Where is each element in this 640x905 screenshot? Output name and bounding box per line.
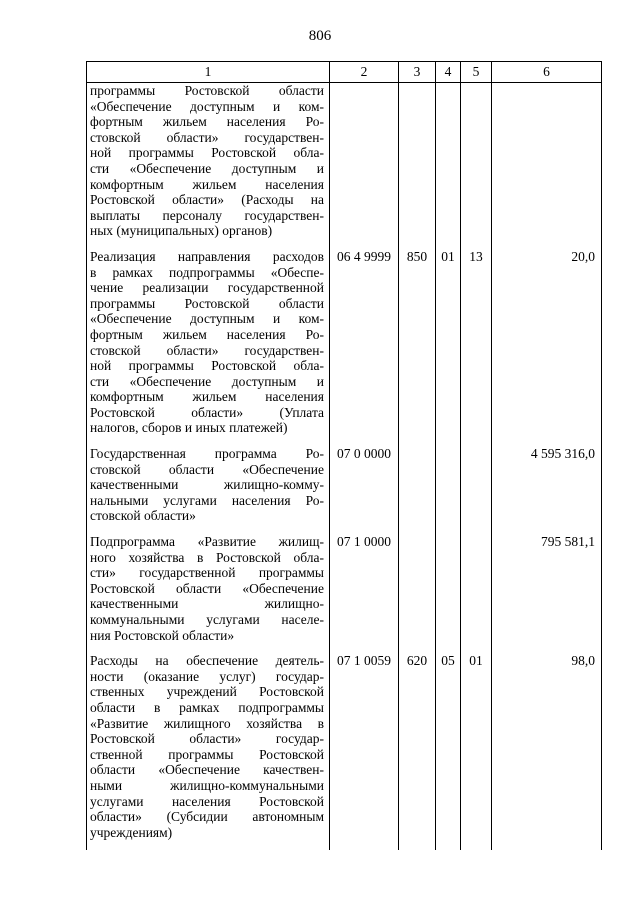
description-line: Подпрограмма «Развитие жилищ- <box>90 534 324 550</box>
description-line: программы Ростовской области <box>90 295 324 311</box>
target-article-code: 06 4 9999 <box>330 249 399 446</box>
row-description <box>87 83 330 249</box>
description-line: стовской области» государствен- <box>90 342 324 358</box>
description-line: Ростовской области» (Расходы на <box>90 192 324 208</box>
table-row <box>87 653 602 850</box>
section-code <box>436 446 461 534</box>
target-article-code: 07 1 0000 <box>330 534 399 653</box>
description-line: области» (Субсидии автономным <box>90 809 324 825</box>
description-line: налогов, сборов и иных платежей) <box>90 420 288 436</box>
description-line: Государственная программа Ро- <box>90 446 324 462</box>
header-row <box>87 62 602 83</box>
description-line: фортным жильем населения Ро- <box>90 114 324 130</box>
description-line: ного хозяйства в Ростовской обла- <box>90 549 324 565</box>
row-description <box>87 249 330 446</box>
expense-type-code: 620 <box>399 653 436 850</box>
description-line: стовской области» государствен- <box>90 129 324 145</box>
table-row <box>87 249 602 446</box>
description-line: нальными услугами населения Ро- <box>90 492 324 508</box>
row-description <box>87 653 330 850</box>
target-article-code: 07 1 0059 <box>330 653 399 850</box>
column-header-6: 6 <box>492 62 602 83</box>
description-line: Расходы на обеспечение деятель- <box>90 653 324 669</box>
description-line: программы Ростовской области <box>90 83 324 98</box>
description-line: качественными жилищно- <box>90 596 324 612</box>
description-line: Ростовской области «Обеспечение <box>90 580 324 596</box>
column-header-2: 2 <box>330 62 399 83</box>
amount: 795 581,1 <box>492 534 602 653</box>
section-code: 05 <box>436 653 461 850</box>
target-article-code: 07 0 0000 <box>330 446 399 534</box>
table-row <box>87 534 602 653</box>
description-line: выплаты персоналу государствен- <box>90 207 324 223</box>
subsection-code <box>461 83 492 249</box>
expense-type-code <box>399 83 436 249</box>
column-header-3: 3 <box>399 62 436 83</box>
description-line: комфортным жильем населения <box>90 389 324 405</box>
table-row <box>87 446 602 534</box>
description-line: стовской области «Обеспечение <box>90 461 324 477</box>
column-header-4: 4 <box>436 62 461 83</box>
description-line: комфортным жильем населения <box>90 176 324 192</box>
description-line: ственных учреждений Ростовской <box>90 684 324 700</box>
description-line: Реализация направления расходов <box>90 248 324 264</box>
subsection-code <box>461 534 492 653</box>
section-code <box>436 83 461 249</box>
description-line: области в рамках подпрограммы <box>90 699 324 715</box>
amount: 98,0 <box>492 653 602 850</box>
page-number: 806 <box>308 28 332 44</box>
amount: 4 595 316,0 <box>492 446 602 534</box>
description-line: ности (оказание услуг) государ- <box>90 668 324 684</box>
section-code: 01 <box>436 249 461 446</box>
table-row <box>87 83 602 249</box>
target-article-code <box>330 83 399 249</box>
description-line: фортным жильем населения Ро- <box>90 326 324 342</box>
row-description <box>87 534 330 653</box>
description-line: качественными жилищно-комму- <box>90 477 324 493</box>
description-line: ных (муниципальных) органов) <box>90 223 273 239</box>
subsection-code <box>461 446 492 534</box>
section-code <box>436 534 461 653</box>
description-line: ной программы Ростовской обла- <box>90 145 324 161</box>
budget-table <box>86 61 602 850</box>
subsection-code: 01 <box>461 653 492 850</box>
description-line: учреждениям) <box>90 824 173 840</box>
row-description <box>87 446 330 534</box>
expense-type-code <box>399 534 436 653</box>
subsection-code: 13 <box>461 249 492 446</box>
column-header-1: 1 <box>87 62 330 83</box>
description-line: в рамках подпрограммы «Обеспе- <box>90 264 324 280</box>
expense-type-code: 850 <box>399 249 436 446</box>
column-header-5: 5 <box>461 62 492 83</box>
description-line: услугами населения Ростовской <box>90 793 324 809</box>
description-line: области «Обеспечение качествен- <box>90 762 324 778</box>
description-line: «Развитие жилищного хозяйства в <box>90 715 324 731</box>
description-line: сти» государственной программы <box>90 565 324 581</box>
description-line: стовской области» <box>90 508 196 524</box>
description-line: сти «Обеспечение доступным и <box>90 373 324 389</box>
description-line: «Обеспечение доступным и ком- <box>90 98 324 114</box>
amount <box>492 83 602 249</box>
description-line: ными жилищно-коммунальными <box>90 777 324 793</box>
description-line: коммунальными услугами населе- <box>90 612 324 627</box>
description-line: ной программы Ростовской обла- <box>90 358 324 374</box>
description-line: чение реализации государственной <box>90 280 324 296</box>
description-line: «Обеспечение доступным и ком- <box>90 311 324 327</box>
description-line: Ростовской области» государ- <box>90 731 324 747</box>
description-line: ственной программы Ростовской <box>90 746 324 762</box>
description-line: сти «Обеспечение доступным и <box>90 160 324 176</box>
amount: 20,0 <box>492 249 602 446</box>
description-line: Ростовской области» (Уплата <box>90 404 324 420</box>
expense-type-code <box>399 446 436 534</box>
description-line: ния Ростовской области» <box>90 627 235 643</box>
